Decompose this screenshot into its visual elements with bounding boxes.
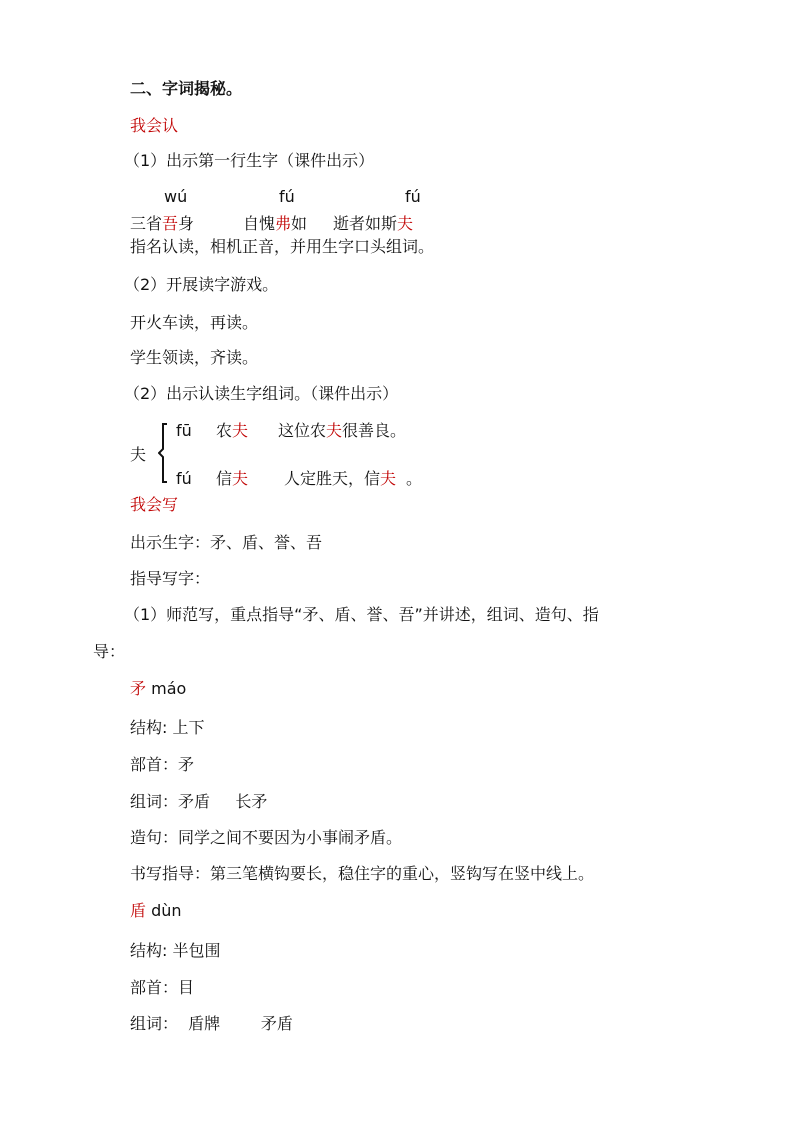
- game-line-2: 学生领读，齐读。: [130, 348, 259, 367]
- char-mao: 矛: [130, 679, 147, 698]
- step-2: （2）开展读字游戏。: [124, 275, 279, 294]
- mao-words: 组词：矛盾 长矛: [130, 792, 268, 811]
- poly-row-2-sentence-c: 。: [406, 469, 423, 488]
- step-3: （2）出示认读生字组词。（课件出示）: [124, 384, 399, 403]
- poly-row-2-sentence-a: 人定胜天，信: [284, 469, 381, 488]
- phrase-3-char: 夫: [397, 214, 414, 233]
- subheading-recognize: 我会认: [130, 116, 179, 135]
- mao-structure: 结构: 上下: [130, 718, 205, 737]
- poly-row-1: [176, 420, 248, 442]
- phrase-1-char: 吾: [162, 214, 179, 233]
- poly-row-2-sentence: [284, 468, 422, 490]
- guide-label: 指导写字：: [130, 569, 211, 588]
- poly-row-2-word-a: 信: [215, 469, 232, 488]
- pinyin-fu-1: fú: [279, 187, 295, 206]
- poly-row-1-pinyin: fū: [176, 421, 192, 440]
- poly-row-1-sentence: [278, 420, 406, 442]
- game-line-1: 开火车读，再读。: [130, 313, 259, 332]
- poly-row-1-sentence-a: 这位农: [278, 421, 327, 440]
- poly-row-2: [176, 468, 248, 490]
- poly-row-1-word-a: 农: [215, 421, 232, 440]
- section-heading: 二、字词揭秘。: [130, 79, 243, 98]
- phrase-3: [333, 213, 413, 235]
- dun-radical: 部首：目: [130, 978, 195, 997]
- phrase-1-a: 三省: [130, 214, 163, 233]
- char-mao-pinyin: máo: [151, 679, 187, 698]
- phrase-1: [130, 213, 194, 235]
- char-dun-title: [130, 900, 182, 922]
- char-dun-pinyin: dùn: [151, 901, 182, 920]
- guide-detail-line-2: 导：: [93, 642, 126, 661]
- show-chars: 出示生字：矛、盾、誉、吾: [130, 533, 323, 552]
- phrase-2-char: 弗: [275, 214, 292, 233]
- step-1: （1）出示第一行生字（课件出示）: [124, 151, 375, 170]
- mao-writing-guide: 书写指导：第三笔横钩要长，稳住字的重心，竖钩写在竖中线上。: [130, 864, 595, 883]
- pinyin-fu-2: fú: [405, 187, 421, 206]
- subheading-write: 我会写: [130, 495, 179, 514]
- dun-words: 组词： 盾牌 矛盾: [130, 1014, 293, 1033]
- mao-sentence: 造句：同学之间不要因为小事闹矛盾。: [130, 828, 403, 847]
- pinyin-wu: wú: [164, 187, 188, 206]
- poly-row-1-word-b: 夫: [231, 421, 248, 440]
- poly-row-2-pinyin: fú: [176, 469, 192, 488]
- char-mao-title: [130, 678, 186, 700]
- phrase-2-c: 如: [291, 214, 308, 233]
- phrase-3-a: 逝者如斯: [333, 214, 398, 233]
- char-dun: 盾: [130, 901, 147, 920]
- phrase-2-a: 自愧: [243, 214, 276, 233]
- instruction-1: 指名认读，相机正音，并用生字口头组词。: [130, 237, 435, 256]
- poly-row-2-word-b: 夫: [231, 469, 248, 488]
- phrase-2: [243, 213, 307, 235]
- poly-row-1-sentence-char: 夫: [326, 421, 343, 440]
- dun-structure: 结构: 半包围: [130, 941, 221, 960]
- phrase-1-c: 身: [178, 214, 195, 233]
- poly-row-1-sentence-c: 很善良。: [342, 421, 407, 440]
- poly-char: 夫: [130, 445, 147, 464]
- mao-radical: 部首：矛: [130, 755, 195, 774]
- poly-row-2-sentence-char: 夫: [380, 469, 397, 488]
- brace-icon: [158, 423, 168, 483]
- guide-detail-line-1: （1）师范写，重点指导“矛、盾、誉、吾”并讲述，组词、造句、指: [124, 605, 599, 624]
